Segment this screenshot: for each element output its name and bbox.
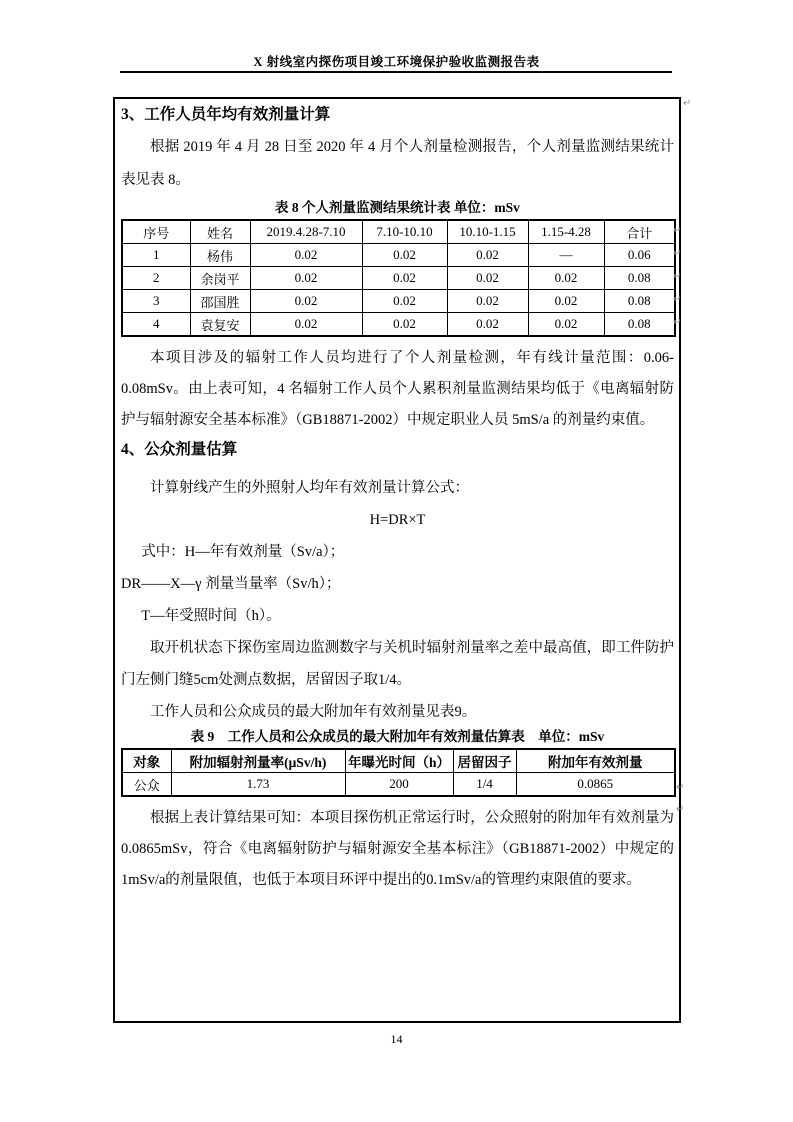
table-cell: 3	[122, 290, 190, 313]
table-cell: 0.02	[528, 313, 604, 337]
section4-intro-paragraph: 计算射线产生的外照射人均年有效剂量计算公式：	[150, 480, 469, 496]
table8-header-cell: 合计	[604, 220, 675, 244]
section3-heading: 3、工作人员年均有效剂量计算	[121, 106, 331, 123]
paragraph-mark-icon: ↵	[673, 225, 682, 236]
table9-public-dose	[121, 748, 676, 797]
page-number: 14	[390, 1032, 403, 1046]
table8-personal-dose	[121, 219, 676, 337]
table-cell: —	[528, 244, 604, 267]
table-cell: 0.0865	[516, 773, 675, 797]
table-cell: 公众	[122, 773, 171, 797]
section4-paragraph2: 工作人员和公众成员的最大附加年有效剂量见表9。	[150, 704, 477, 720]
table-cell: 袁复安	[190, 313, 250, 337]
table-row	[122, 290, 675, 313]
formula-note: DR——X—γ 剂量当量率（Sv/h）；	[121, 576, 341, 592]
paragraph-mark-icon: ↵	[673, 294, 682, 305]
table-cell: 1	[122, 244, 190, 267]
table-cell: 1.73	[171, 773, 345, 797]
table-cell: 2	[122, 267, 190, 290]
formula-note: 式中：H—年有效剂量（Sv/a）；	[141, 544, 345, 560]
table-cell: 0.02	[447, 267, 528, 290]
table-cell: 余岗平	[190, 267, 250, 290]
table-cell: 0.02	[250, 267, 362, 290]
header-rule	[120, 71, 672, 73]
table-cell: 200	[345, 773, 453, 797]
table8-header-row	[122, 220, 675, 244]
table-cell: 0.08	[604, 290, 675, 313]
table-row	[122, 267, 675, 290]
page-header-title: X 射线室内探伤项目竣工环境保护验收监测报告表	[253, 55, 540, 69]
table9-header-cell: 附加辐射剂量率(μSv/h)	[171, 749, 345, 773]
table8-caption: 表 8 个人剂量监测结果统计表 单位：mSv	[275, 200, 520, 215]
table-cell: 邵国胜	[190, 290, 250, 313]
paragraph-mark-icon: ↵	[683, 98, 692, 109]
table8-header-cell: 姓名	[190, 220, 250, 244]
table-cell: 0.08	[604, 267, 675, 290]
section3-intro-paragraph: 根据 2019 年 4 月 28 日至 2020 年 4 月个人剂量检测报告，个人剂量监测结果统计表见表 8。	[121, 139, 674, 188]
content-box	[113, 97, 681, 1023]
table-cell: 0.02	[362, 244, 447, 267]
table-cell: 0.02	[447, 313, 528, 337]
table9-caption: 表 9 工作人员和公众成员的最大附加年有效剂量估算表 单位：mSv	[190, 729, 605, 744]
table-cell: 杨伟	[190, 244, 250, 267]
table-cell: 0.02	[447, 290, 528, 313]
table-cell: 1/4	[453, 773, 516, 797]
table9-header-row	[122, 749, 675, 773]
table8-header-cell: 2019.4.28-7.10	[250, 220, 362, 244]
table9-header-cell: 年曝光时间（h）	[345, 749, 453, 773]
table9-header-cell: 附加年有效剂量	[516, 749, 675, 773]
paragraph-mark-icon: ↵	[673, 271, 682, 282]
table-row	[122, 773, 675, 797]
section4-paragraph1: 取开机状态下探伤室周边监测数字与关机时辐射剂量率之差中最高值，即工件防护门左侧门缝5cm处测点数据，居留因子取1/4。	[121, 640, 674, 688]
table9-header-cell: 对象	[122, 749, 171, 773]
formula-note: T—年受照时间（h）。	[141, 608, 281, 624]
table-cell: 0.02	[362, 313, 447, 337]
table-cell: 0.02	[250, 290, 362, 313]
paragraph-mark-icon: ↵	[673, 248, 682, 259]
table-cell: 0.02	[528, 290, 604, 313]
table-cell: 0.02	[250, 244, 362, 267]
section4-conclusion-paragraph: 根据上表计算结果可知：本项目探伤机正常运行时，公众照射的附加年有效剂量为0.0865mSv，符合《电离辐射防护与辐射源安全基本标注》（GB18871-2002）中规定的1mSv/a的剂量限值，也低于本项目环评中提出的0.1mSv/a的管理约束限值的要求。	[121, 810, 674, 888]
paragraph-mark-icon: ↵	[676, 804, 685, 815]
table-cell: 0.02	[362, 267, 447, 290]
table-row	[122, 313, 675, 337]
table-cell: 0.02	[528, 267, 604, 290]
table-cell: 0.08	[604, 313, 675, 337]
table8-header-cell: 10.10-1.15	[447, 220, 528, 244]
table-cell: 0.06	[604, 244, 675, 267]
table-cell: 0.02	[250, 313, 362, 337]
table8-header-cell: 1.15-4.28	[528, 220, 604, 244]
table8-header-cell: 7.10-10.10	[362, 220, 447, 244]
table9-header-cell: 居留因子	[453, 749, 516, 773]
table-cell: 4	[122, 313, 190, 337]
section3-conclusion-paragraph: 本项目涉及的辐射工作人员均进行了个人剂量检测，年有线计量范围：0.06-0.08mSv。由上表可知，4 名辐射工作人员个人累积剂量监测结果均低于《电离辐射防护与辐射源安全基本标准》（GB18871-2002）中规定职业人员 5mS/a 的剂量约束值。	[121, 350, 674, 428]
paragraph-mark-icon: ↵	[676, 782, 685, 793]
table8-header-cell: 序号	[122, 220, 190, 244]
paragraph-mark-icon: ↵	[673, 317, 682, 328]
table-row	[122, 244, 675, 267]
section4-heading: 4、公众剂量估算	[121, 441, 238, 458]
table-cell: 0.02	[447, 244, 528, 267]
formula: H=DR×T	[369, 512, 426, 528]
table-cell: 0.02	[362, 290, 447, 313]
